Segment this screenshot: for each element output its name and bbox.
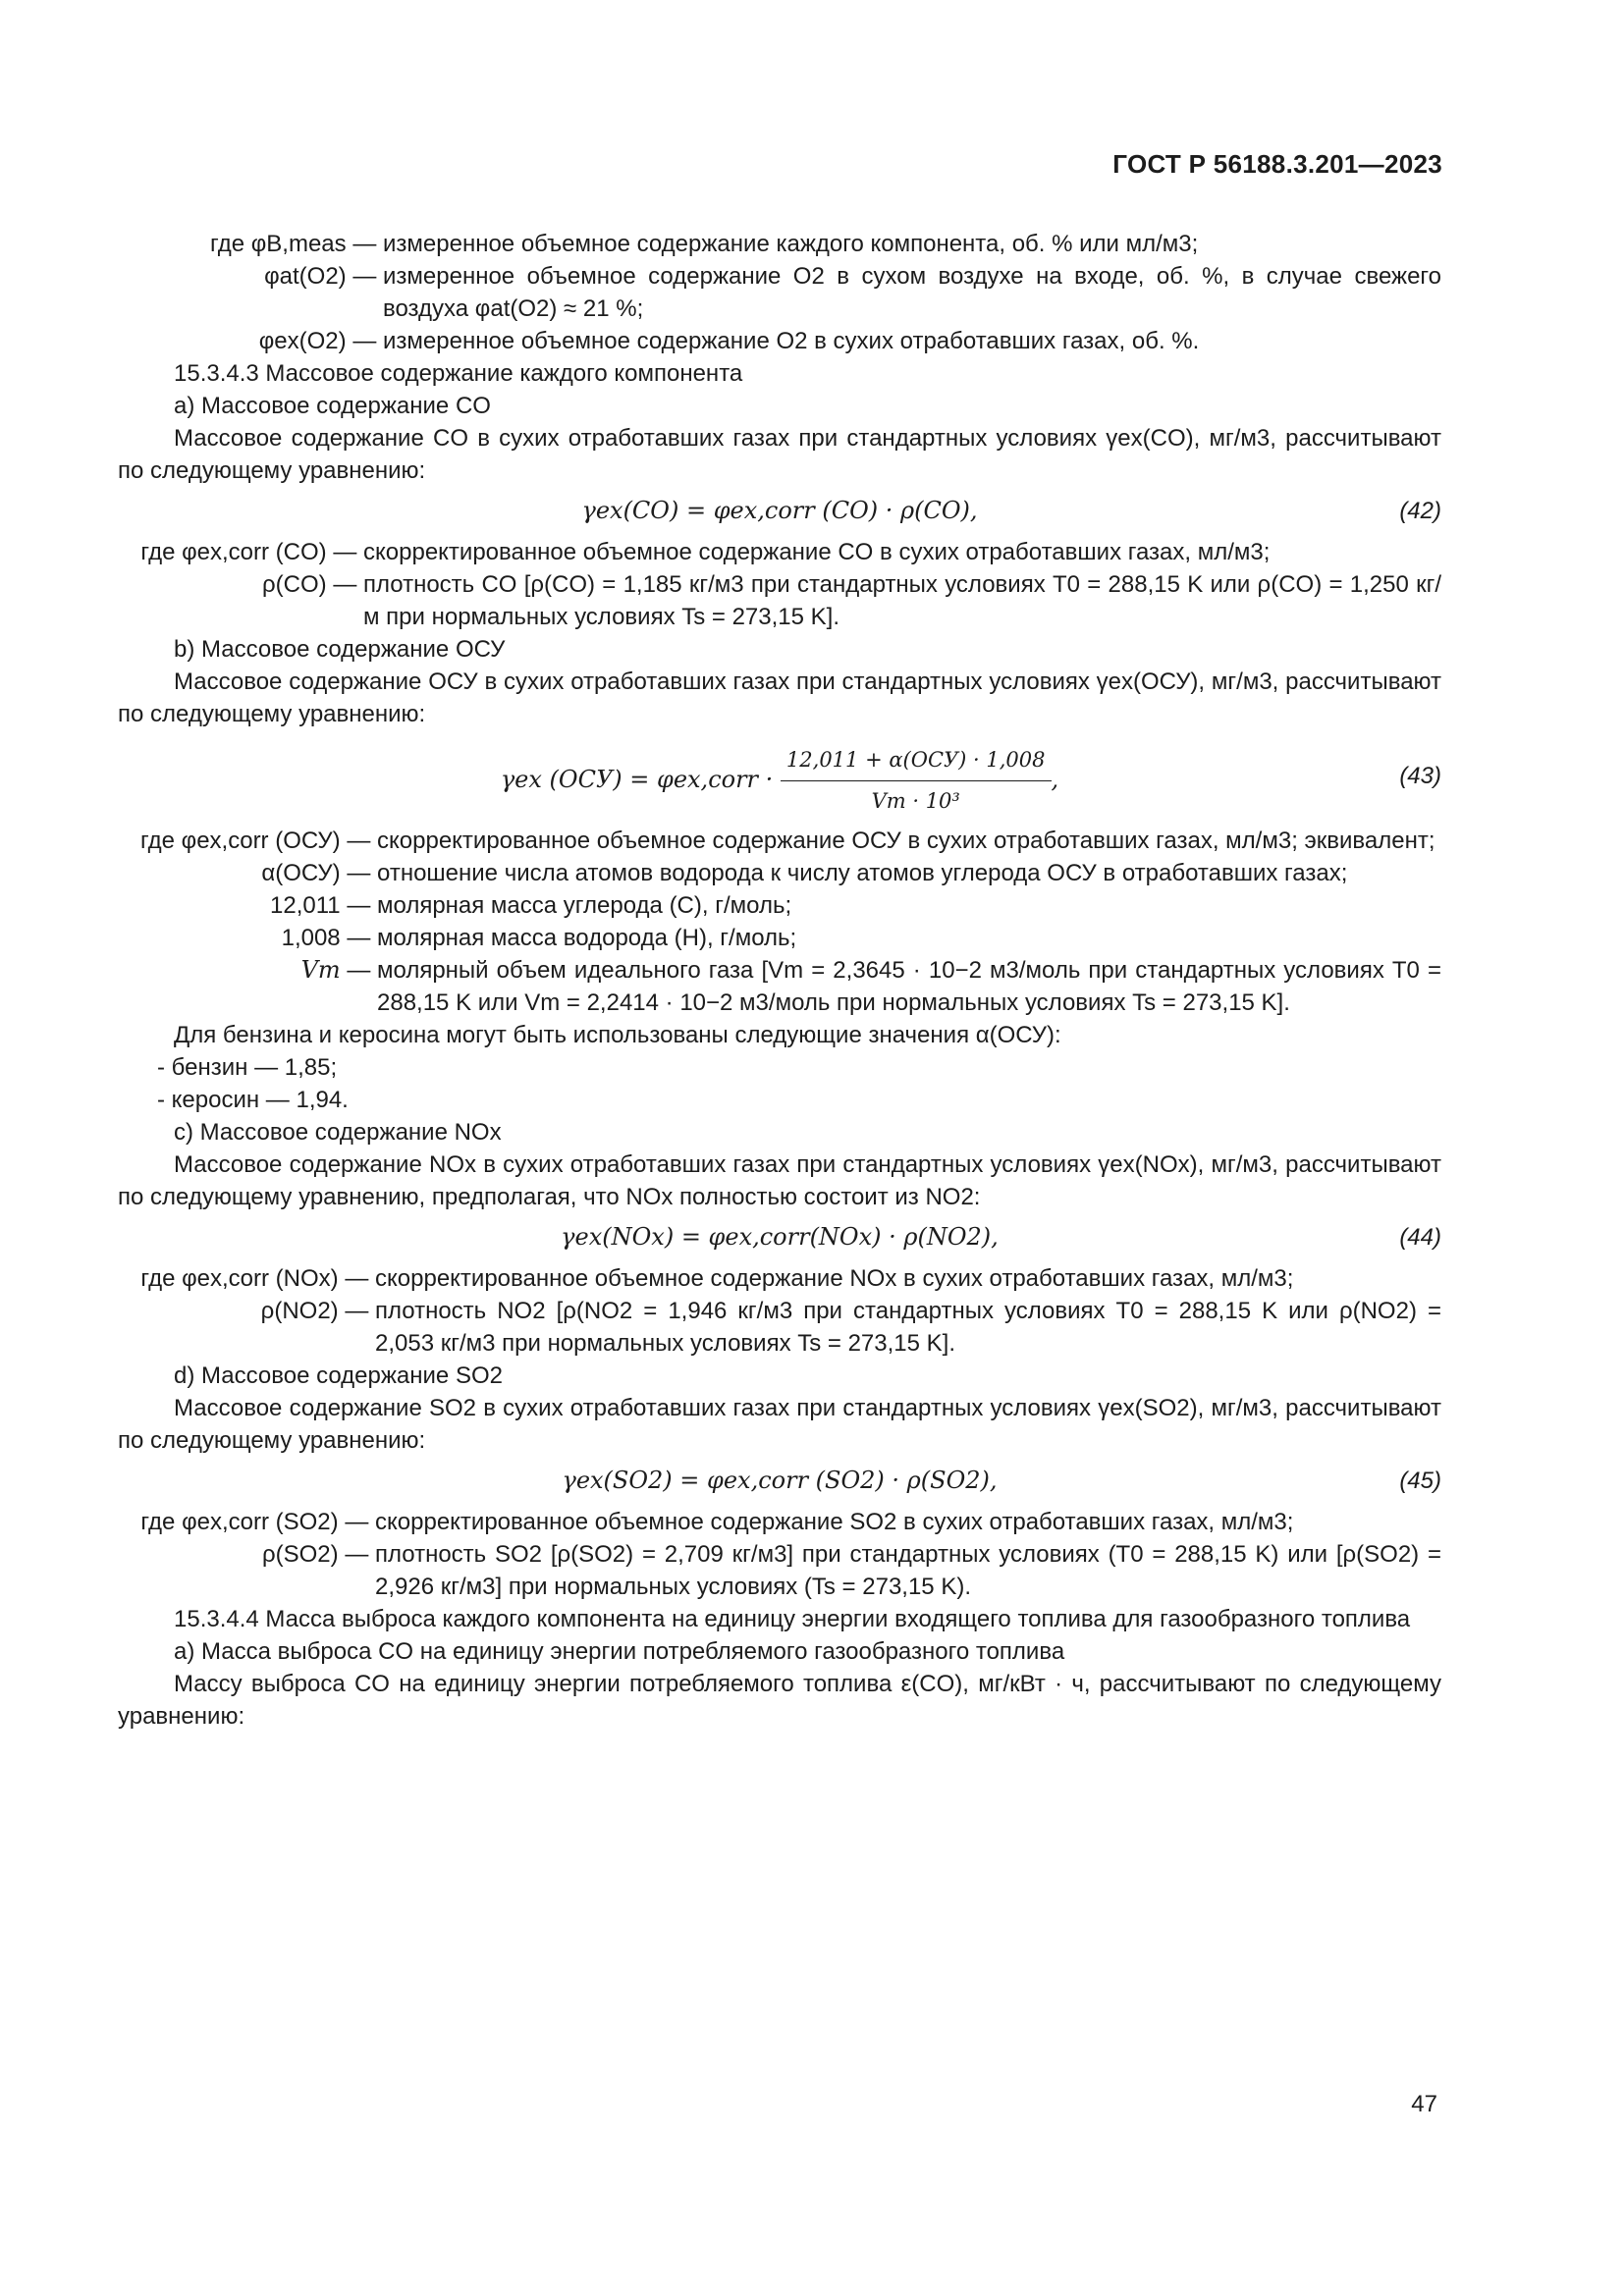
- definition-term: ρ(SO2): [261, 1541, 339, 1568]
- definition-term: ρ(NO2): [260, 1298, 339, 1324]
- definition-where: где: [210, 231, 251, 257]
- definition-term: φex,corr (CO): [182, 539, 327, 565]
- definition-row: φex(O2) — измеренное объемное содержание O2 в сухих отработавших газах, об. %.: [118, 325, 1441, 357]
- paragraph-nox-intro: Массовое содержание NOx в сухих отработавших газах при стандартных условиях γex(NOx), мг/м3, рассчитывают по следующему уравнению, предполагая, что NOx полностью состоит из NO2:: [118, 1151, 1441, 1210]
- document-header: ГОСТ Р 56188.3.201—2023: [1112, 149, 1442, 179]
- definition-row: φat(O2) — измеренное объемное содержание O2 в сухом воздухе на входе, об. %, в случае свежего воздуха φat(O2) ≈ 21 %;: [118, 260, 1441, 325]
- subsection-heading-osu: b) Массовое содержание ОСУ: [174, 636, 506, 663]
- definition-term: φex(O2): [258, 328, 347, 354]
- definition-row: ρ(NO2) — плотность NO2 [ρ(NO2 = 1,946 кг/м3 при стандартных условиях T0 = 288,15 K или ρ(NO2) = 2,053 кг/м3 при нормальных условиях Ts = 273,15 K].: [118, 1295, 1441, 1360]
- definitions-co: [118, 536, 1441, 633]
- section-heading-2: 15.3.4.4 Масса выброса каждого компонента на единицу энергии входящего топлива для газообразного топлива: [174, 1606, 1411, 1632]
- subsection-heading-co-energy: a) Масса выброса CO на единицу энергии потребляемого газообразного топлива: [174, 1638, 1065, 1665]
- definition-term: ρ(CO): [262, 571, 327, 598]
- definition-term: φex,corr (SO2): [182, 1509, 339, 1535]
- definition-text: измеренное объемное содержание каждого компонента, об. % или мл/м3;: [383, 231, 1199, 257]
- definition-text: отношение числа атомов водорода к числу атомов углерода ОСУ в отработавших газах;: [377, 860, 1348, 886]
- definition-text: молярная масса углерода (C), г/моль;: [377, 892, 792, 919]
- definition-row: Vm — молярный объем идеального газа [Vm = 2,3645 · 10−2 м3/моль при стандартных условиях T0 = 288,15 K или Vm = 2,2414 · 10−2 м3/моль при нормальных условиях Ts = 273,15 K].: [118, 954, 1441, 1019]
- equation-number: (42): [1399, 498, 1441, 524]
- definition-row: где φex,corr (NOx) — скорректированное объемное содержание NOx в сухих отработавших газах, мл/м3;: [118, 1262, 1441, 1295]
- definition-row: где φex,corr (CO) — скорректированное объемное содержание CO в сухих отработавших газах, мл/м3;: [118, 536, 1441, 568]
- definition-term: α(ОСУ): [261, 860, 341, 886]
- definition-term: φB,meas: [250, 231, 347, 257]
- paragraph-co-intro: Массовое содержание CO в сухих отработавших газах при стандартных условиях γex(CO), мг/м3, рассчитывают по следующему уравнению:: [118, 425, 1441, 484]
- paragraph-co-energy-intro: Массу выброса CO на единицу энергии потребляемого топлива ε(CO), мг/кВт · ч, рассчитывают по следующему уравнению:: [118, 1671, 1441, 1730]
- equation-43: [118, 730, 1441, 825]
- definition-row: где φB,meas — измеренное объемное содержание каждого компонента, об. % или мл/м3;: [118, 228, 1441, 260]
- equation-fraction: [781, 744, 1052, 818]
- equation-body: γex(SO2) = φex,corr (SO2) · ρ(SO2),: [562, 1467, 998, 1494]
- paragraph-alpha-note: Для бензина и керосина могут быть использованы следующие значения α(ОСУ):: [174, 1022, 1061, 1048]
- definition-text: скорректированное объемное содержание CO в сухих отработавших газах, мл/м3;: [363, 539, 1271, 565]
- definitions-osu: [118, 825, 1441, 1019]
- definition-row: где φex,corr (SO2) — скорректированное объемное содержание SO2 в сухих отработавших газах, мл/м3;: [118, 1506, 1441, 1538]
- subsection-heading-nox: c) Массовое содержание NOx: [174, 1119, 502, 1146]
- definition-row: α(ОСУ) — отношение числа атомов водорода к числу атомов углерода ОСУ в отработавших газах;: [118, 857, 1441, 889]
- definition-text: молярный объем идеального газа [Vm = 2,3645 · 10−2 м3/моль при стандартных условиях T0 = 288,15 K или Vm = 2,2414 · 10−2 м3/моль при нормальных условиях Ts = 273,15 K].: [377, 957, 1441, 1016]
- definition-row: 12,011 — молярная масса углерода (C), г/моль;: [118, 889, 1441, 922]
- section-heading: 15.3.4.3 Массовое содержание каждого компонента: [174, 360, 743, 387]
- definition-term: 1,008: [281, 925, 341, 951]
- definition-row: где φex,corr (ОСУ) — скорректированное объемное содержание ОСУ в сухих отработавших газах, мл/м3; эквивалент;: [118, 825, 1441, 857]
- definition-text: плотность CO [ρ(CO) = 1,185 кг/м3 при стандартных условиях T0 = 288,15 K или ρ(CO) = 1,250 кг/м при нормальных условиях Ts = 273,15 K].: [363, 571, 1441, 630]
- equation-number: (43): [1399, 763, 1441, 789]
- list-item: - керосин — 1,94.: [157, 1087, 349, 1113]
- definitions-top: [118, 228, 1441, 357]
- definition-text: измеренное объемное содержание O2 в сухом воздухе на входе, об. %, в случае свежего воздуха φat(O2) ≈ 21 %;: [383, 263, 1441, 322]
- definition-text: скорректированное объемное содержание SO2 в сухих отработавших газах, мл/м3;: [375, 1509, 1294, 1535]
- definition-text: плотность SO2 [ρ(SO2) = 2,709 кг/м3] при стандартных условиях (T0 = 288,15 K) или [ρ(SO2) = 2,926 кг/м3] при нормальных условиях (Ts = 273,15 K).: [375, 1541, 1441, 1600]
- fraction-denominator: Vm · 10³: [871, 789, 960, 813]
- definitions-so2: [118, 1506, 1441, 1603]
- subsection-heading-co: a) Массовое содержание CO: [174, 393, 491, 419]
- equation-number: (44): [1399, 1224, 1441, 1251]
- subsection-heading-so2: d) Массовое содержание SO2: [174, 1362, 503, 1389]
- definition-text: молярная масса водорода (H), г/моль;: [377, 925, 797, 951]
- paragraph-osu-intro: Массовое содержание ОСУ в сухих отработавших газах при стандартных условиях γex(ОСУ), мг/м3, рассчитывают по следующему уравнению:: [118, 668, 1441, 727]
- definition-term: φex,corr (ОСУ): [181, 828, 341, 854]
- definition-term: φat(O2): [264, 263, 347, 290]
- definitions-nox: [118, 1262, 1441, 1360]
- definition-term: 12,011: [270, 892, 341, 919]
- definition-text: скорректированное объемное содержание NOx в сухих отработавших газах, мл/м3;: [375, 1265, 1294, 1292]
- page-content: [118, 228, 1441, 1733]
- page-number: 47: [1411, 2091, 1437, 2117]
- definition-row: ρ(CO) — плотность CO [ρ(CO) = 1,185 кг/м3 при стандартных условиях T0 = 288,15 K или ρ(CO) = 1,250 кг/м при нормальных условиях Ts = 273,15 K].: [118, 568, 1441, 633]
- equation-body: γex(CO) = φex,corr (CO) · ρ(CO),: [581, 497, 978, 524]
- fraction-numerator: 12,011 + α(ОСУ) · 1,008: [781, 744, 1052, 781]
- equation-45: [118, 1457, 1441, 1506]
- definition-text: измеренное объемное содержание O2 в сухих отработавших газах, об. %.: [383, 328, 1200, 354]
- definition-term: φex,corr (NOx): [182, 1265, 339, 1292]
- list-item: - бензин — 1,85;: [157, 1054, 338, 1081]
- definition-row: 1,008 — молярная масса водорода (H), г/моль;: [118, 922, 1441, 954]
- equation-44: [118, 1213, 1441, 1262]
- definition-row: ρ(SO2) — плотность SO2 [ρ(SO2) = 2,709 кг/м3] при стандартных условиях (T0 = 288,15 K) или [ρ(SO2) = 2,926 кг/м3] при нормальных условиях (Ts = 273,15 K).: [118, 1538, 1441, 1603]
- definition-text: скорректированное объемное содержание ОСУ в сухих отработавших газах, мл/м3; эквивалент;: [377, 828, 1435, 854]
- equation-number: (45): [1399, 1468, 1441, 1494]
- paragraph-so2-intro: Массовое содержание SO2 в сухих отработавших газах при стандартных условиях γex(SO2), мг/м3, рассчитывают по следующему уравнению:: [118, 1395, 1441, 1454]
- equation-body: γex (ОСУ) = φex,corr · $\frac{\text{12,011 + α(ОСУ) · 1,008}}{\text{Vm · 10³}}$ ,: [118, 744, 1441, 818]
- equation-lhs: γex (ОСУ) = φex,corr ·: [500, 766, 774, 793]
- equation-42: [118, 487, 1441, 536]
- equation-body: γex(NOx) = φex,corr(NOx) · ρ(NO2),: [561, 1223, 999, 1251]
- definition-term: Vm: [300, 956, 341, 984]
- definition-text: плотность NO2 [ρ(NO2 = 1,946 кг/м3 при стандартных условиях T0 = 288,15 K или ρ(NO2) = 2,053 кг/м3 при нормальных условиях Ts = 273,15 K].: [375, 1298, 1441, 1357]
